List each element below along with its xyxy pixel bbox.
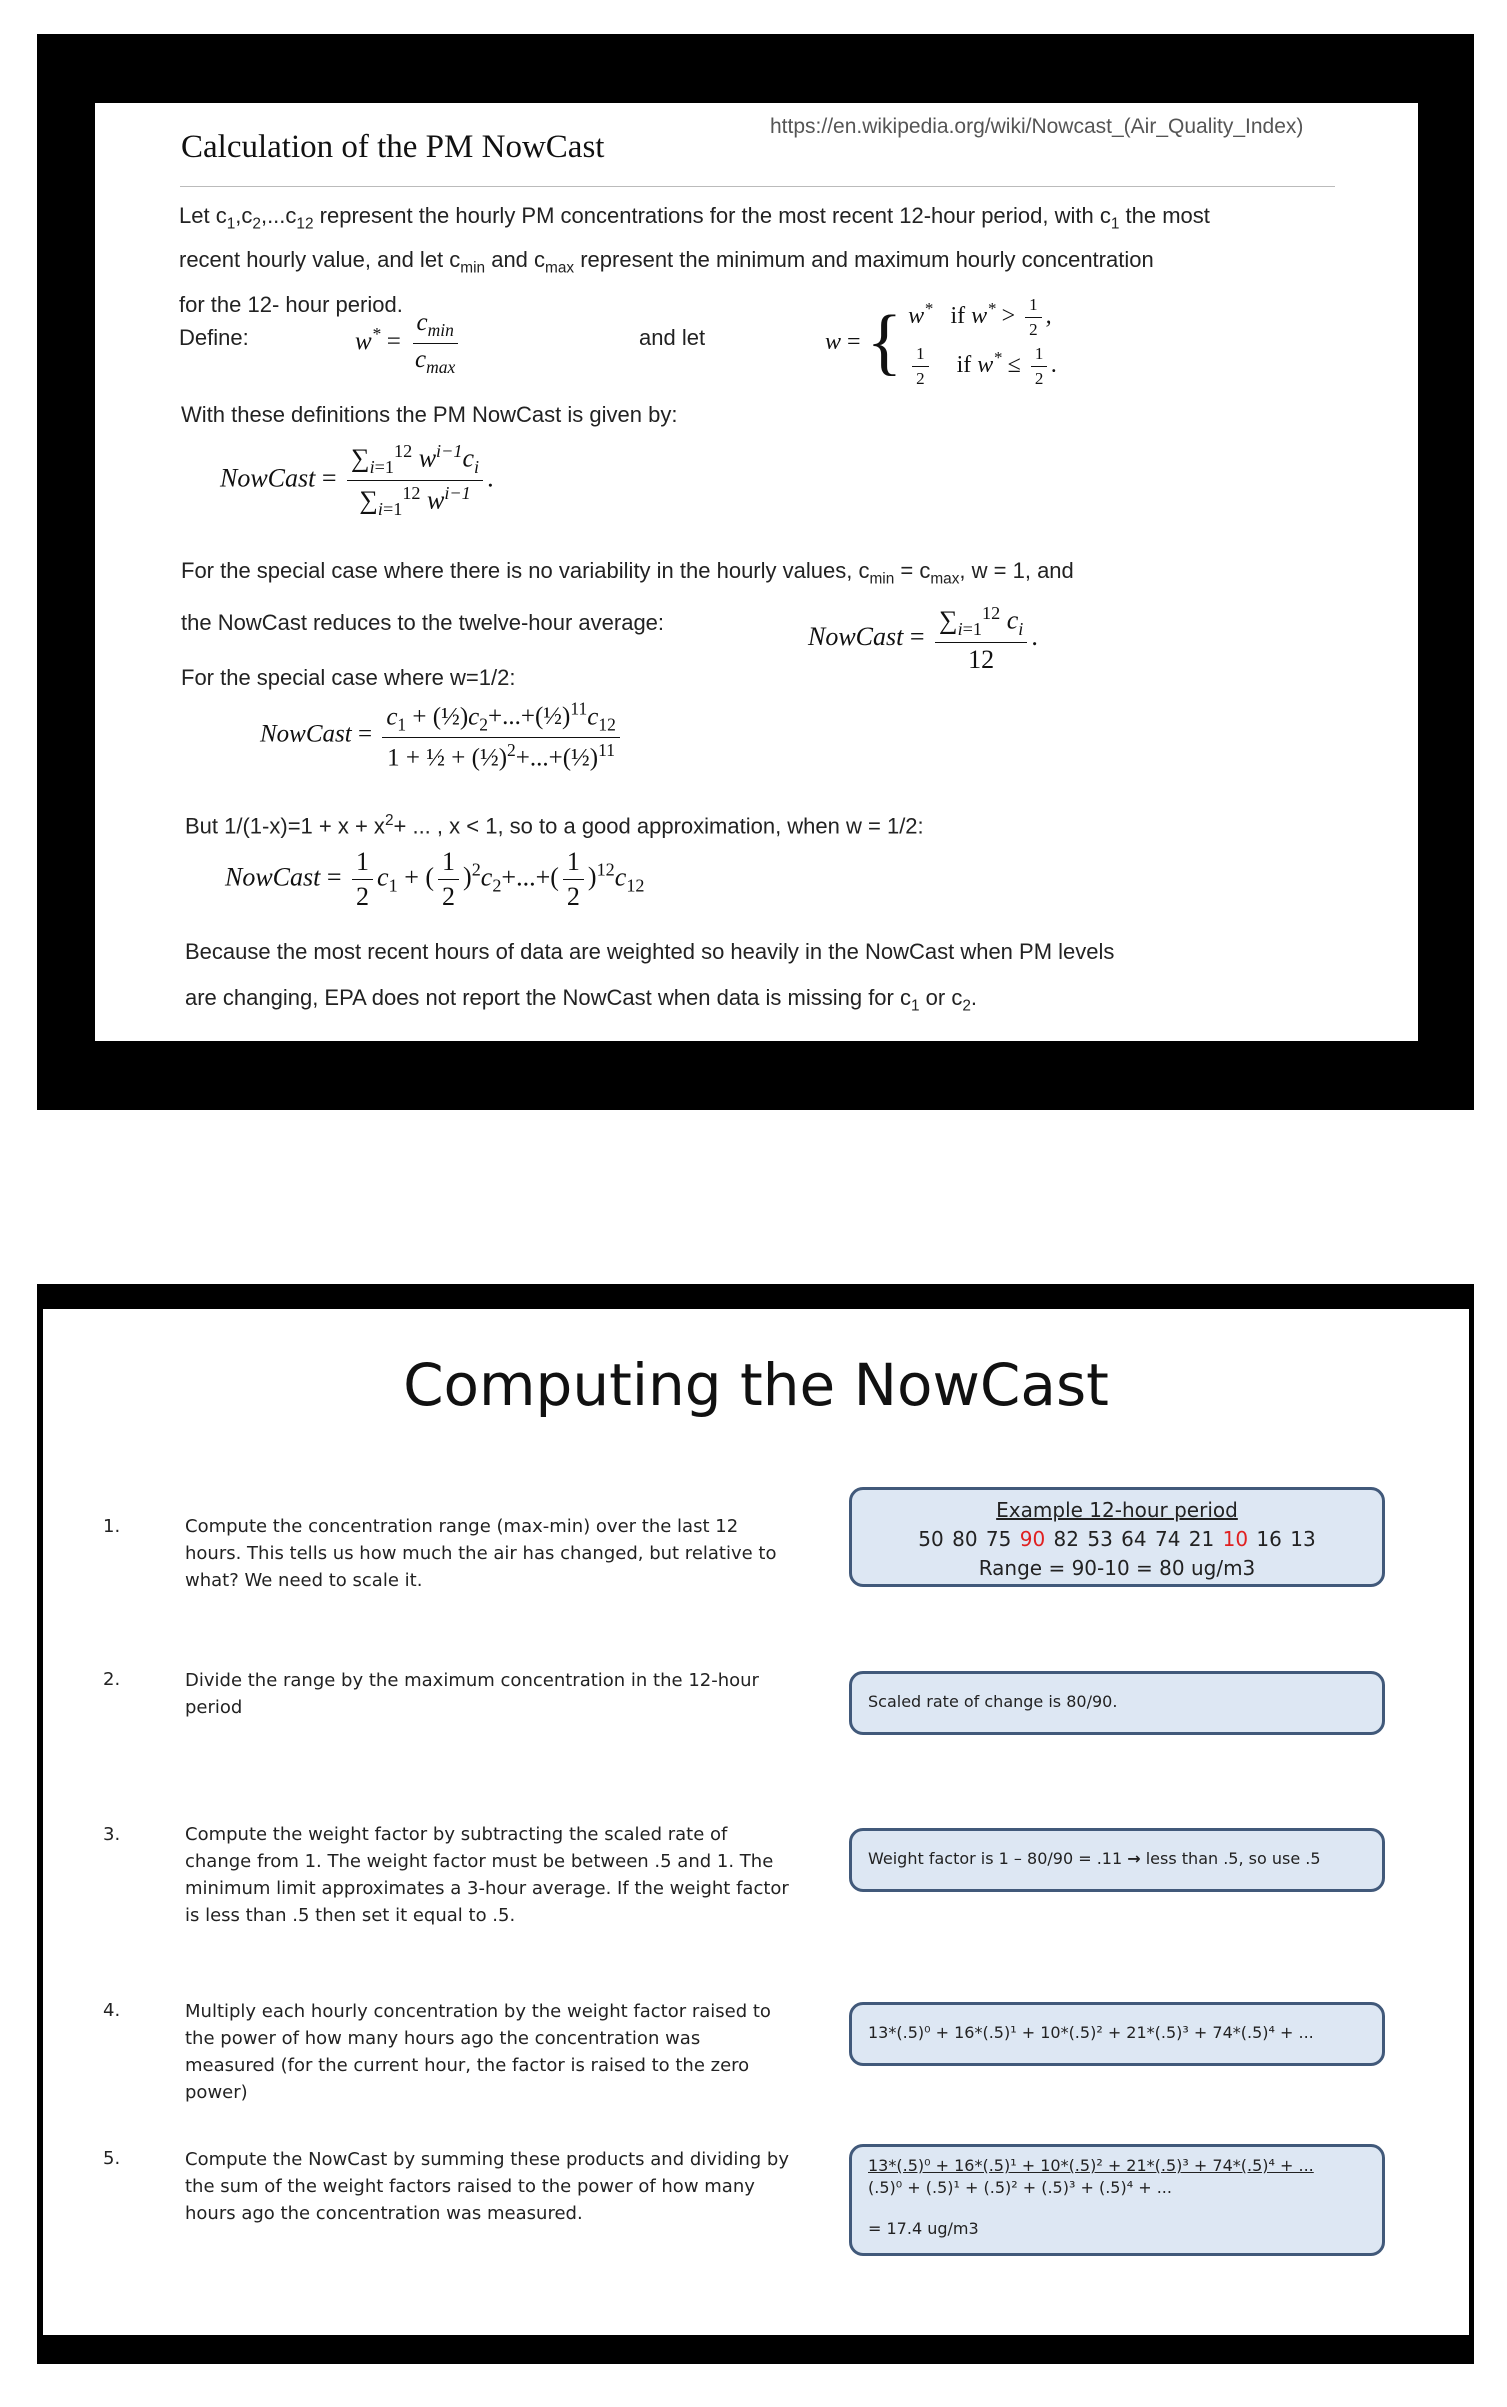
slide1-title: Calculation of the PM NowCast [181, 129, 605, 165]
example-value: 50 [918, 1527, 944, 1551]
step-number: 1. [103, 1516, 121, 1537]
w-star-formula: w* = $\frac{c_{min}}{c_{max}}$ [355, 309, 463, 378]
result-numerator: 13*(.5)⁰ + 16*(.5)¹ + 10*(.5)² + 21*(.5)³ + 74*(.5)⁴ + ... [868, 2156, 1314, 2175]
step-text: Compute the weight factor by subtracting the scaled rate of change from 1. The weight factor must be between .5 and 1. The minimum limit approximates a 3-hour average. If the weight factor is less than .5 then set it equal to .5. [185, 1824, 789, 1926]
nowcast-formula: NowCast = $\frac{\sum_{i=1}^{12} w^{i-1}c_i}{\sum_{i=1}^{12} w^{i-1}}$ . [220, 441, 494, 519]
example-value: 82 [1053, 1527, 1079, 1551]
because-paragraph: Because the most recent hours of data are weighted so heavily in the NowCast when PM levels are changing, EPA does not report the NowCast when data is missing for $c_1$ or $c_2$. [185, 939, 1115, 1015]
result-denominator: (.5)⁰ + (.5)¹ + (.5)² + (.5)³ + (.5)⁴ + ... [868, 2178, 1172, 2197]
intro-line-1: Let $c_1,c_2,...c_{12}$ represent the hourly PM concentrations for the most recent 12-hour period, with $c_1$ the most [179, 203, 1210, 233]
example-value: 53 [1087, 1527, 1113, 1551]
step-number: 5. [103, 2148, 121, 2169]
approx-formula: NowCast = $\frac{1}{2}$ $c_1$ + ( $\frac{1}{2}$ )$^2c_2+...+$( $\frac{1}{2}$ )$^{12}c_{12}$ [225, 847, 645, 911]
scaled-rate-text: Scaled rate of change is 80/90. [868, 1692, 1118, 1711]
example-value: 10 [1222, 1527, 1249, 1551]
step-number: 3. [103, 1824, 121, 1845]
slide1 [95, 103, 1418, 1041]
and-let-label: and let [639, 325, 706, 350]
step-text: Compute the concentration range (max-min) over the last 12 hours. This tells us how much the air has changed, but relative to what? We need to scale it. [185, 1516, 777, 1591]
example-range: Range = 90-10 = 80 ug/m3 [978, 1556, 1256, 1580]
step-number: 4. [103, 2000, 121, 2021]
step-number: 2. [103, 1669, 121, 1690]
approx-text: But $1/(1-x)=1 + x + x^2+$ ... , x < 1, so to a good approximation, when w = 1/2: [185, 812, 924, 839]
scaled-rate-box [849, 1671, 1385, 1735]
given-by-text: With these definitions the PM NowCast is given by: [181, 402, 678, 427]
weight-factor-box [849, 1828, 1385, 1892]
result-value: = 17.4 ug/m3 [868, 2219, 979, 2238]
average-formula: NowCast = $\frac{\sum_{i=1}^{12} c_i}{12}$ . [808, 603, 1038, 674]
source-url[interactable]: https://en.wikipedia.org/wiki/Nowcast_(Air_Quality_Index) [770, 115, 1304, 138]
slide2-title: Computing the NowCast [403, 1351, 1109, 1419]
title-divider [180, 186, 1335, 187]
half-weight-formula: NowCast = $\frac{c_1 + (\frac{1}{2})c_2+...+(\frac{1}{2})^{11}c_{12}}{1 + \frac{1}{2} + (\frac{1}{2})^2+...+(\frac{1}{2})^{11}}$ [260, 699, 624, 773]
example-value: 16 [1256, 1527, 1282, 1551]
example-value: 90 [1019, 1527, 1046, 1551]
example-value: 74 [1154, 1527, 1181, 1551]
step-text: Multiply each hourly concentration by the weight factor raised to the power of how many hours ago the concentration was measured (for the current hour, the factor is raised to the zero power) [185, 2001, 771, 2103]
intro-paragraph [179, 198, 1359, 323]
w-piecewise-formula: w = { w* if w* > $\frac{1}{2}$ , $\frac{1}{2}$ if w* ≤ $\frac{1}{2}$ . [825, 295, 1058, 388]
intro-line-2: recent hourly value, and let $c_{min}$ and $c_{max}$ represent the minimum and maximum hourly concentration [179, 247, 1154, 277]
intro-line-3: for the 12- hour period. [179, 291, 403, 317]
example-values [852, 1524, 1382, 1554]
define-label: Define: [179, 325, 249, 350]
example-heading: Example 12-hour period [996, 1498, 1238, 1522]
example-value: 21 [1188, 1527, 1215, 1551]
example-period-box [849, 1487, 1385, 1587]
slide2 [43, 1309, 1469, 2335]
step-text: Compute the NowCast by summing these products and dividing by the sum of the weight factors raised to the power of how many hours ago the concentration was measured. [185, 2149, 790, 2224]
right-arrow-icon: → [1127, 1849, 1141, 1868]
weight-factor-text: Weight factor is 1 – 80/90 = .11 → less than .5, so use .5 [868, 1849, 1321, 1868]
special-case-1: For the special case where there is no variability in the hourly values, $c_{min} = c_{max}$, w = 1, and the NowCast reduces to the twelve-hour average: [181, 558, 1074, 636]
weighted-products-text: 13*(.5)⁰ + 16*(.5)¹ + 10*(.5)² + 21*(.5)³ + 74*(.5)⁴ + ... [868, 2023, 1314, 2042]
example-value: 80 [952, 1527, 978, 1551]
example-value: 64 [1121, 1527, 1147, 1551]
nowcast-result-box [849, 2144, 1385, 2256]
example-value: 75 [985, 1527, 1012, 1551]
special-case-2: For the special case where w=1/2: [181, 665, 516, 690]
example-value: 13 [1290, 1527, 1316, 1551]
step-text: Divide the range by the maximum concentration in the 12-hour period [185, 1670, 759, 1718]
weighted-products-box [849, 2002, 1385, 2066]
